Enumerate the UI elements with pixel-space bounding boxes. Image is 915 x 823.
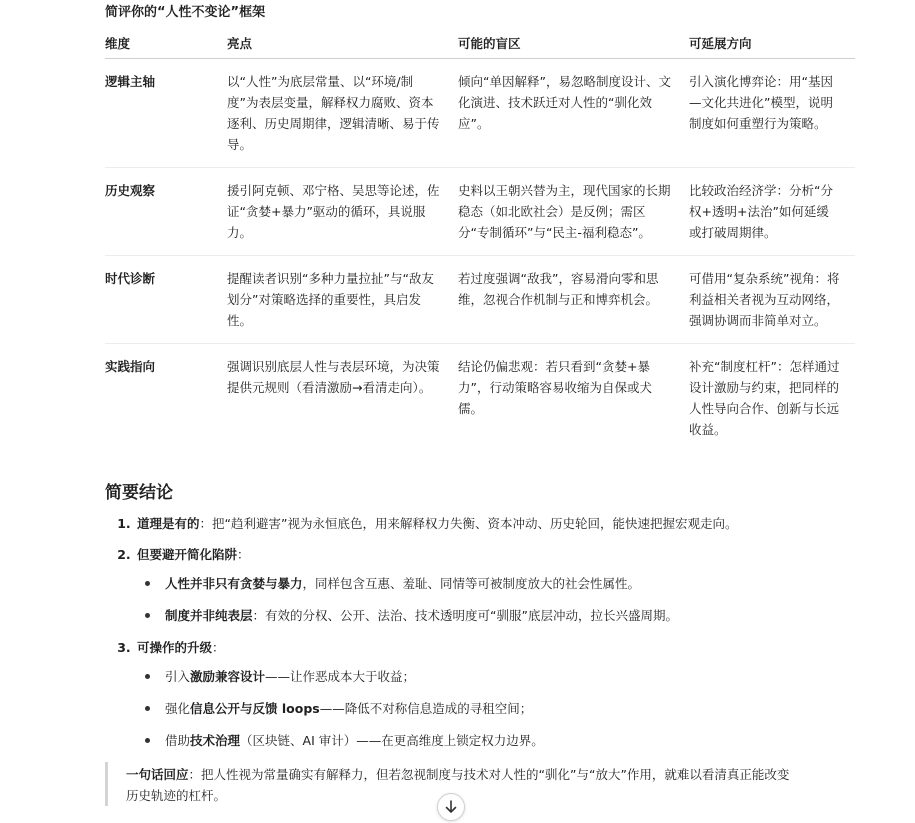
header-blindspot: 可能的盲区 (458, 26, 689, 59)
bullet-icon (145, 706, 150, 711)
bullet-icon (145, 613, 150, 618)
quote-bold: 一句话回应 (126, 767, 189, 782)
header-highlight: 亮点 (227, 26, 458, 59)
cell-extension: 可借用“复杂系统”视角：将利益相关者视为互动网络，强调协调而非简单对立。 (689, 256, 855, 344)
cell-extension: 引入演化博弈论：用“基因—文化共进化”模型，说明制度如何重塑行为策略。 (689, 59, 855, 168)
sub-list-item (165, 730, 855, 751)
item-text: ：把“趋利避害”视为永恒底色，用来解释权力失衡、资本冲动、历史轮回，能快速把握宏观走向。 (199, 516, 738, 531)
comparison-table (105, 26, 855, 452)
cell-highlight: 以“人性”为底层常量、以“环境/制度”为表层变量，解释权力腐败、资本逐利、历史周期律，逻辑清晰、易于传导。 (227, 59, 458, 168)
sub-item-pre: 借助 (165, 733, 191, 748)
conclusion-heading: 简要结论 (105, 483, 173, 503)
cell-extension: 补充“制度杠杆”：怎样通过设计激励与约束，把同样的人性导向合作、创新与长远收益。 (689, 359, 840, 437)
cell-blindspot: 结论仍偏悲观：若只看到“贪婪+暴力”，行动策略容易收缩为自保或犬儒。 (458, 359, 652, 416)
arrow-down-icon (445, 800, 457, 814)
sub-item-text: ——降低不对称信息造成的寻租空间； (319, 701, 533, 716)
sub-item-bold: 信息公开与反馈 loops (190, 701, 320, 716)
sub-item-bold: 人性并非只有贪婪与暴力 (165, 576, 303, 591)
sub-list-item (165, 666, 855, 687)
sub-list-item (165, 573, 855, 594)
table-row (105, 344, 855, 453)
cell-blindspot: 若过度强调“敌我”，容易滑向零和思维，忽视合作机制与正和博弈机会。 (458, 256, 689, 344)
sub-item-pre: 引入 (165, 669, 191, 684)
bullet-icon (145, 738, 150, 743)
bullet-icon (145, 674, 150, 679)
cell-dimension: 历史观察 (105, 168, 227, 256)
table-header-row (105, 26, 855, 59)
sub-list (137, 666, 855, 751)
table-title: 简评你的“人性不变论”框架 (105, 5, 266, 20)
sub-list-item (165, 605, 855, 626)
header-extension: 可延展方向 (689, 26, 855, 59)
sub-item-pre: 强化 (165, 701, 191, 716)
list-item (135, 513, 855, 534)
sub-list (137, 573, 855, 626)
cell-blindspot: 史料以王朝兴替为主，现代国家的长期稳态（如北欧社会）是反例；需区分“专制循环”与“民主-福利稳态”。 (458, 168, 689, 256)
cell-blindspot: 倾向“单因解释”，易忽略制度设计、文化演进、技术跃迁对人性的“驯化效应”。 (458, 59, 689, 168)
main-content (105, 0, 855, 806)
sub-item-text: ——让作恶成本大于收益； (265, 669, 416, 684)
sub-list-item (165, 698, 855, 719)
item-bold: 但要避开简化陷阱 (137, 547, 238, 562)
sub-item-bold: 制度并非纯表层 (165, 608, 253, 623)
sub-item-text: ：有效的分权、公开、法治、技术透明度可“驯服”底层冲动，拉长兴盛周期。 (252, 608, 678, 623)
cell-extension: 比较政治经济学：分析“分权+透明+法治”如何延缓或打破周期律。 (689, 168, 855, 256)
cell-dimension: 时代诊断 (105, 256, 227, 344)
cell-highlight: 援引阿克顿、邓宁格、吴思等论述，佐证“贪婪+暴力”驱动的循环，具说服力。 (227, 168, 458, 256)
cell-highlight: 强调识别底层人性与表层环境，为决策提供元规则（看清激励→看清走向）。 (227, 359, 440, 395)
item-text: ： (237, 547, 250, 562)
cell-dimension: 实践指向 (105, 359, 156, 374)
cell-dimension: 逻辑主轴 (105, 59, 227, 168)
table-row (105, 256, 855, 344)
bullet-icon (145, 581, 150, 586)
quote-text: ：把人性视为常量确实有解释力，但若忽视制度与技术对人性的“驯化”与“放大”作用，就难以看清真正能改变历史轨迹的杠杆。 (126, 767, 790, 803)
table-row (105, 168, 855, 256)
item-text: ： (212, 640, 225, 655)
sub-item-text: ，同样包含互惠、羞耻、同情等可被制度放大的社会性属性。 (302, 576, 641, 591)
item-bold: 道理是有的 (137, 516, 200, 531)
scroll-to-bottom-button[interactable] (437, 793, 465, 821)
sub-item-text: （区块链、AI 审计）——在更高维度上锁定权力边界。 (240, 733, 544, 748)
table-row (105, 59, 855, 168)
list-item (135, 637, 855, 751)
sub-item-bold: 激励兼容设计 (190, 669, 266, 684)
list-item (135, 544, 855, 626)
cell-highlight: 提醒读者识别“多种力量拉扯”与“敌友划分”对策略选择的重要性，具启发性。 (227, 256, 458, 344)
conclusion-list (105, 513, 855, 751)
sub-item-bold: 技术治理 (190, 733, 241, 748)
item-bold: 可操作的升级 (137, 640, 213, 655)
header-dimension: 维度 (105, 26, 227, 59)
